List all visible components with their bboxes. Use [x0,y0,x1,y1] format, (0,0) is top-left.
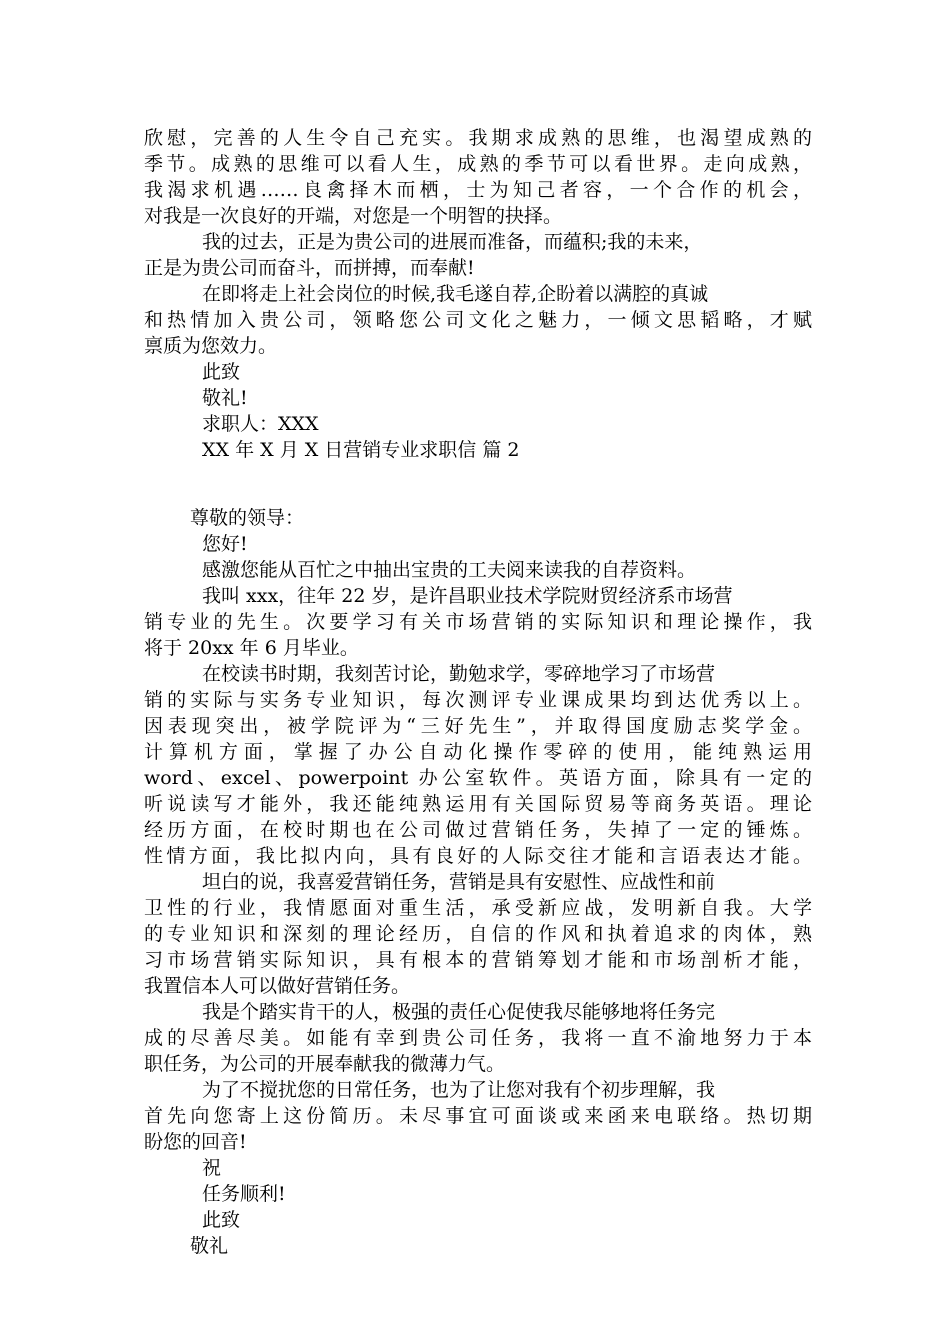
body-text-line: 盼您的回音! [144,1131,247,1153]
applicant-signature: 求职人：XXX [202,413,319,435]
body-text-line: 我的过去，正是为贵公司的进展而准备，而蕴积;我的未来， [202,231,703,253]
body-text-line: 季节。成熟的思维可以看人生，成熟的季节可以看世界。走向成熟， [144,153,812,175]
greeting: 您好! [202,533,248,555]
thanks-line: 感激您能从百忙之中抽出宝贵的工夫阅来读我的自荐资料。 [202,559,697,581]
body-text-line: 销专业的先生。次要学习有关市场营销的实际知识和理论操作，我 [144,611,812,633]
body-text-line: 职任务，为公司的开展奉献我的微薄力气。 [144,1053,506,1075]
body-text-line: 经历方面，在校时期也在公司做过营销任务，失掉了一定的锤炼。 [144,819,812,841]
body-text-line: 习市场营销实际知识，具有根本的营销筹划才能和市场剖析才能， [144,949,812,971]
wish-line: 任务顺利! [202,1183,286,1205]
body-text-line: 销的实际与实务专业知识，每次测评专业课成果均到达优秀以上。 [144,689,812,711]
body-text-line: 我是个踏实肯干的人，极强的责任心促使我尽能够地将任务完 [202,1001,716,1023]
body-text-line: 将于 20xx 年 6 月毕业。 [144,637,359,659]
body-text-line: 在即将走上社会岗位的时候,我毛遂自荐,企盼着以满腔的真诚 [202,283,709,305]
body-text-line: 性情方面，我比拟内向，具有良好的人际交往才能和言语表达才能。 [144,845,812,867]
body-text-line: 为了不搅扰您的日常任务，也为了让您对我有个初步理解，我 [202,1079,716,1101]
regards-text: 敬礼 [190,1235,229,1257]
salutation: 尊敬的领导： [190,507,305,529]
body-text-line: 欣慰，完善的人生令自己充实。我期求成熟的思维，也渴望成熟的 [144,127,812,149]
body-text-line: 的专业知识和深刻的理论经历，自信的作风和执着追求的肉体，熟 [144,923,812,945]
body-text-line: 正是为贵公司而奋斗，而拼搏，而奉献! [144,257,475,279]
body-text-line: 我渴求机遇……良禽择木而栖，士为知己者容，一个合作的机会， [144,179,812,201]
body-text-line: 卫性的行业，我情愿面对重生活，承受新应战，发明新自我。大学 [144,897,812,919]
wish-text: 祝 [202,1157,222,1179]
body-text-line: 我置信本人可以做好营销任务。 [144,975,411,997]
closing-text: 此致 [202,1209,241,1231]
body-text-line: 对我是一次良好的开端，对您是一个明智的抉择。 [144,205,563,227]
body-text-line: 计算机方面，掌握了办公自动化操作零碎的使用，能纯熟运用 [144,741,812,763]
body-text-line: 成的尽善尽美。如能有幸到贵公司任务，我将一直不渝地努力于本 [144,1027,812,1049]
body-text-line: 和热情加入贵公司，领略您公司文化之魅力，一倾文思韬略，才赋 [144,309,812,331]
body-text-line: 因表现突出，被学院评为“三好先生”，并取得国度励志奖学金。 [144,715,812,737]
regards-text: 敬礼! [202,387,248,409]
body-text-line: 在校读书时期，我刻苦讨论，勤勉求学，零碎地学习了市场营 [202,663,716,685]
date-and-section-title: XX 年 X 月 X 日营销专业求职信 篇 2 [202,439,520,461]
closing-text: 此致 [202,361,241,383]
body-text-line: 坦白的说，我喜爱营销任务，营销是具有安慰性、应战性和前 [202,871,716,893]
body-text-line: 禀质为您效力。 [144,335,278,357]
body-text-line: 我叫 xxx，往年 22 岁，是许昌职业技术学院财贸经济系市场营 [202,585,733,607]
body-text-line: 听说读写才能外，我还能纯熟运用有关国际贸易等商务英语。理论 [144,793,812,815]
body-text-line: word、excel、powerpoint 办公室软件。英语方面，除具有一定的 [144,767,812,789]
body-text-line: 首先向您寄上这份简历。未尽事宜可面谈或来函来电联络。热切期 [144,1105,812,1127]
